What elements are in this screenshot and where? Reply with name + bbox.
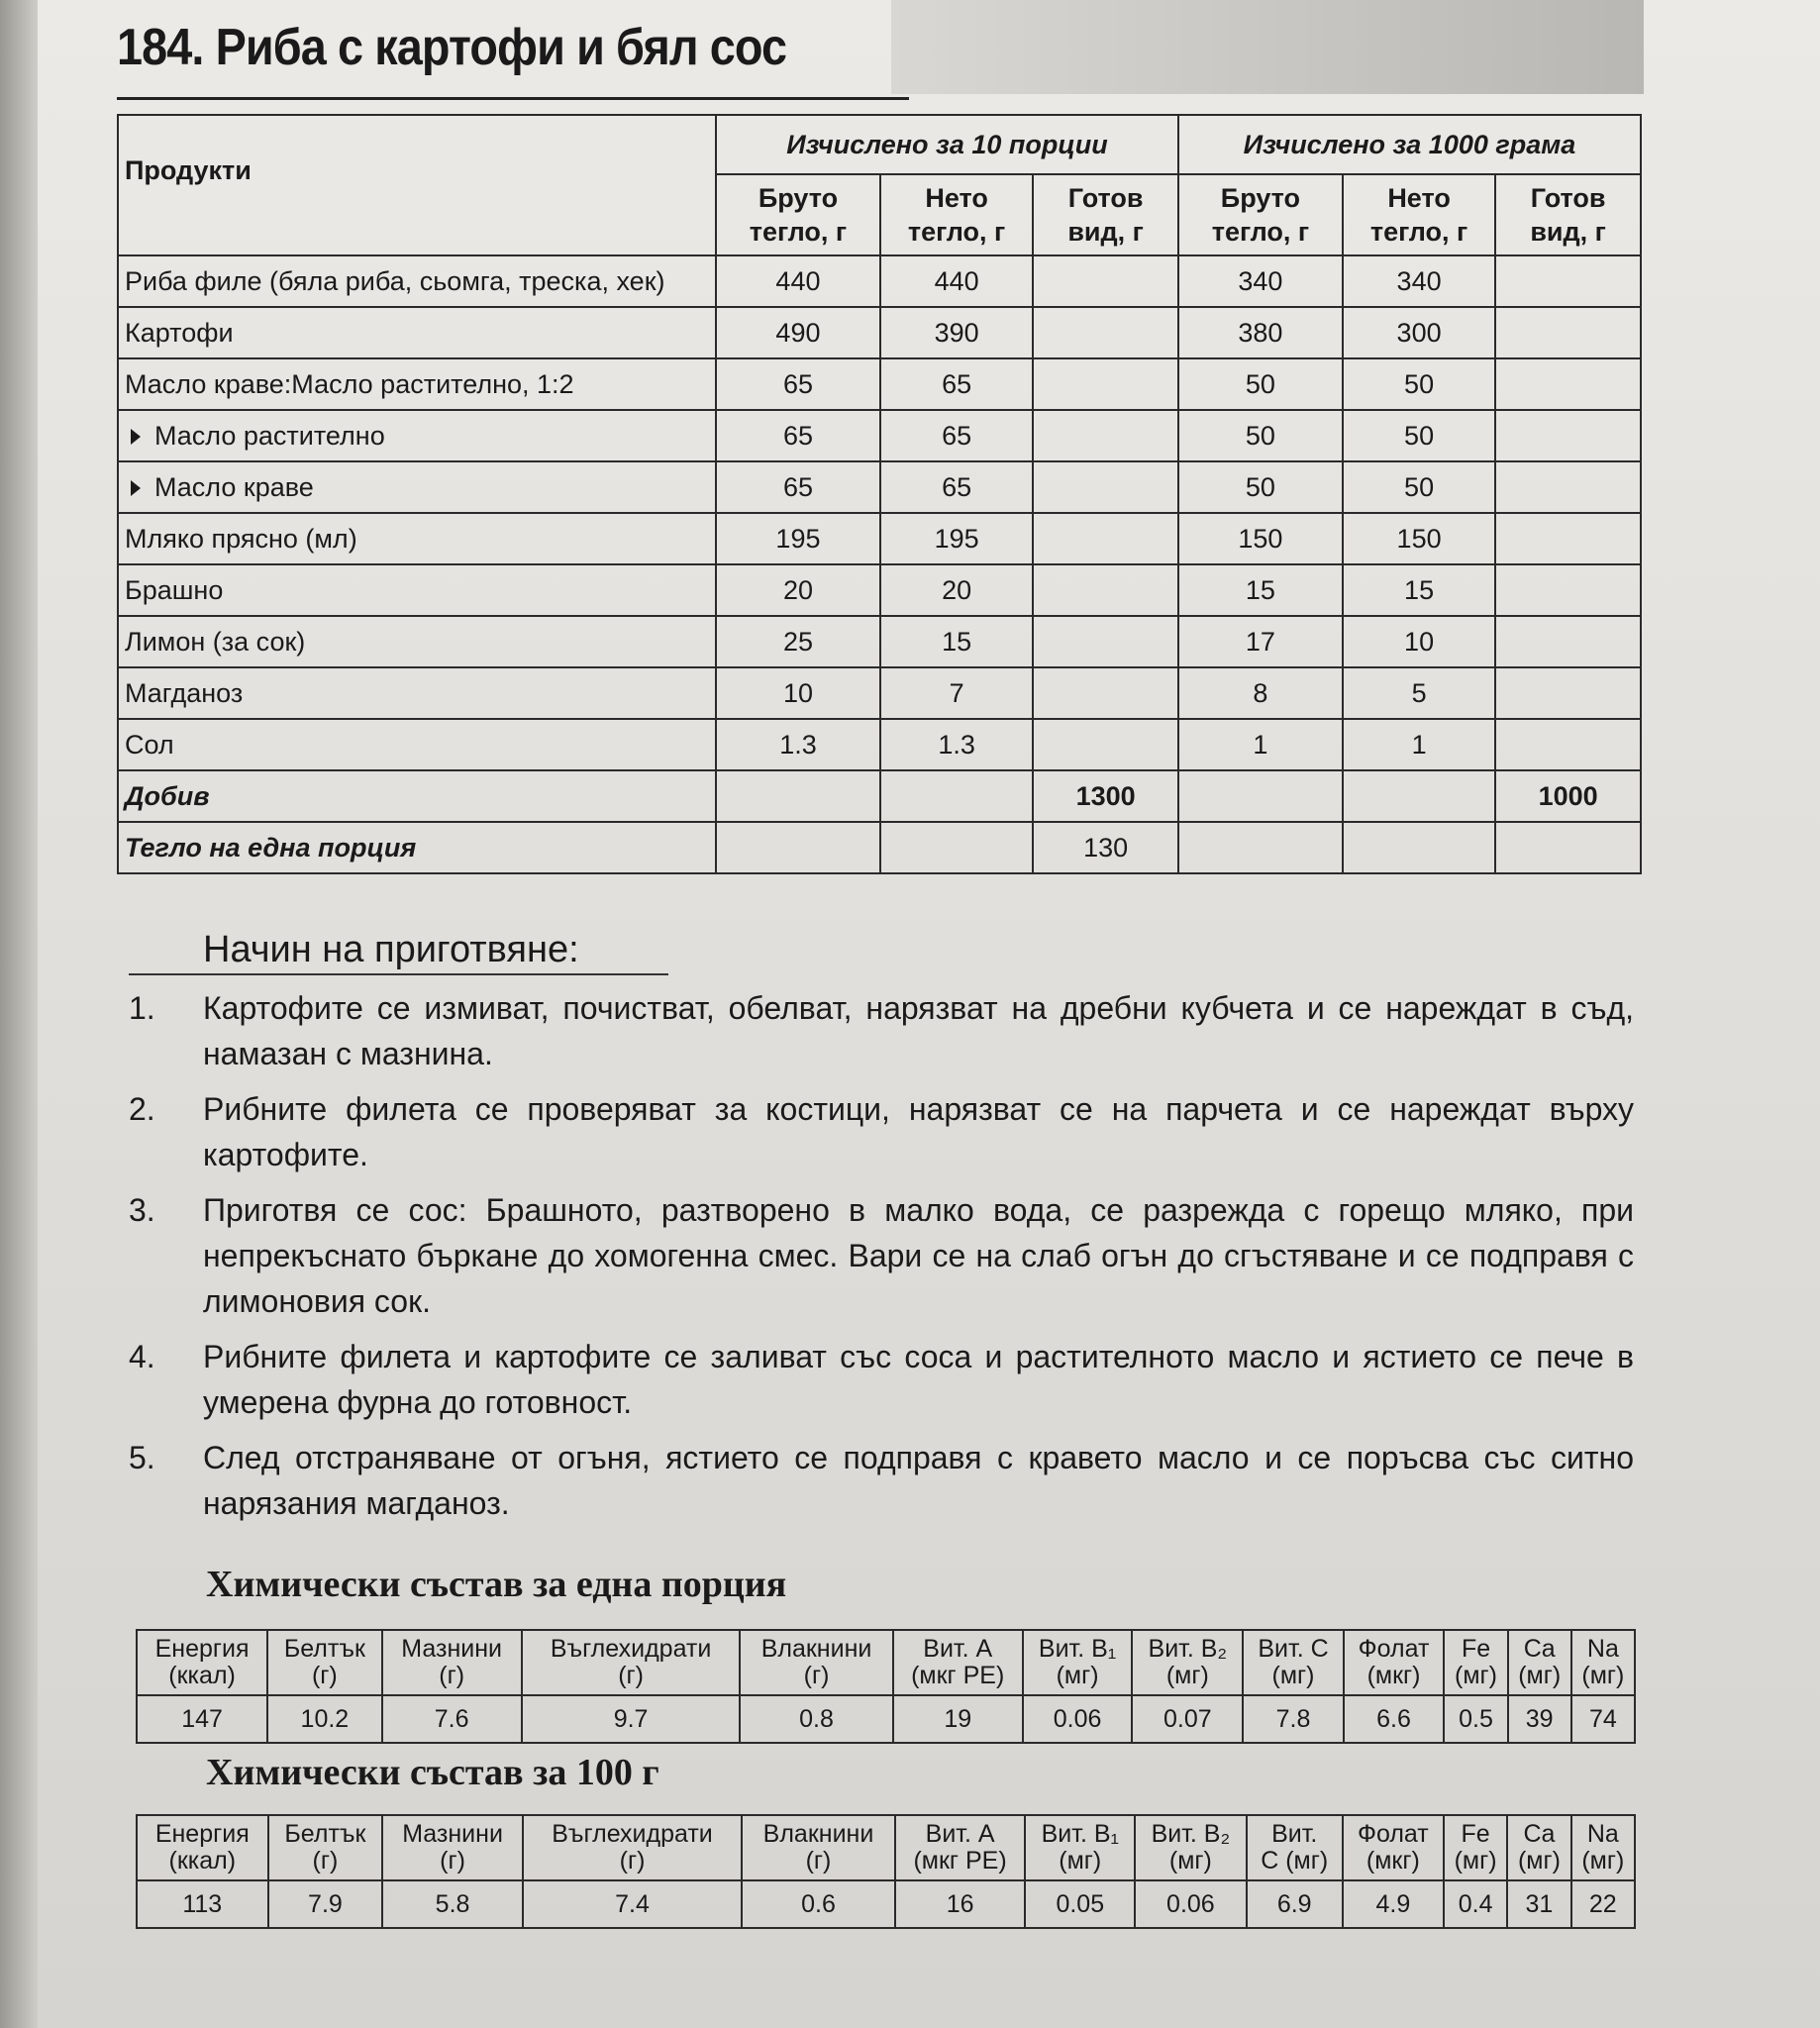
nutrient-name: Na xyxy=(1586,1820,1619,1848)
nutrient-unit: (г) xyxy=(312,1847,339,1875)
cell-value xyxy=(716,822,880,873)
chem-header xyxy=(1444,1815,1507,1880)
step-number: 4. xyxy=(129,1339,155,1374)
cell-value xyxy=(1495,461,1641,513)
step-number: 5. xyxy=(129,1440,155,1475)
nutrient-unit: (мкг РЕ) xyxy=(911,1662,1005,1689)
cell-value xyxy=(1343,822,1495,873)
chem-header xyxy=(1023,1630,1132,1695)
chem-header xyxy=(522,1630,741,1695)
nutrient-unit: (г) xyxy=(803,1662,830,1689)
product-label: Магданоз xyxy=(125,677,244,708)
nutrient-unit: (мг) xyxy=(1059,1847,1102,1875)
nutrient-unit: (мг) xyxy=(1168,1847,1212,1875)
cell-value xyxy=(1495,616,1641,667)
nutrient-unit: (ккал) xyxy=(168,1847,237,1875)
chem-header xyxy=(1343,1815,1444,1880)
nutrient-value: 0.07 xyxy=(1132,1695,1243,1743)
nutrient-value: 0.4 xyxy=(1444,1880,1507,1928)
chem-header xyxy=(523,1815,742,1880)
chem-header-row xyxy=(137,1815,1635,1880)
column-header: Бруто тегло, г xyxy=(1178,174,1343,255)
cell-value xyxy=(1033,307,1178,358)
cell-value: 1000 xyxy=(1495,770,1641,822)
chem-header xyxy=(1243,1630,1343,1695)
cell-value xyxy=(1033,410,1178,461)
product-name xyxy=(118,719,716,770)
nutrient-name: Въглехидрати xyxy=(552,1820,713,1848)
cell-value xyxy=(1033,255,1178,307)
nutrient-name: Fe xyxy=(1461,1635,1491,1663)
nutrient-unit: (мг) xyxy=(1455,1662,1498,1689)
nutrient-name: Fe xyxy=(1461,1820,1490,1848)
product-label: Лимон (за сок) xyxy=(125,626,306,657)
nutrient-unit: (мкг РЕ) xyxy=(913,1847,1007,1875)
group-1000-grams: Изчислено за 1000 грама xyxy=(1178,115,1641,174)
chem-100g-heading: Химически състав за 100 г xyxy=(206,1752,659,1793)
nutrient-name: Влакнини xyxy=(760,1635,872,1663)
cell-value: 17 xyxy=(1178,616,1343,667)
nutrient-name: Влакнини xyxy=(762,1820,874,1848)
nutrient-name: Вит. В₂ xyxy=(1151,1820,1231,1848)
cell-value: 15 xyxy=(880,616,1033,667)
cell-value xyxy=(1033,513,1178,564)
nutrient-unit: (мг) xyxy=(1056,1662,1099,1689)
product-label: Сол xyxy=(125,729,174,760)
product-name xyxy=(118,616,716,667)
products-header: Продукти xyxy=(118,115,716,255)
nutrient-name: Ca xyxy=(1523,1635,1556,1663)
chem-header xyxy=(1507,1815,1570,1880)
cell-value xyxy=(1343,770,1495,822)
nutrient-name: Белтък xyxy=(284,1820,366,1848)
nutrient-unit: (г) xyxy=(619,1847,646,1875)
cell-value xyxy=(1495,513,1641,564)
column-header: Нето тегло, г xyxy=(880,174,1033,255)
nutrient-unit: (ккал) xyxy=(168,1662,236,1689)
product-label: Картофи xyxy=(125,317,234,348)
cell-value: 50 xyxy=(1343,358,1495,410)
chem-header xyxy=(382,1630,522,1695)
nutrient-unit: (мг) xyxy=(1271,1662,1315,1689)
method-step xyxy=(129,1187,1634,1324)
cell-value: 10 xyxy=(716,667,880,719)
chem-header xyxy=(1508,1630,1571,1695)
nutrient-value: 39 xyxy=(1508,1695,1571,1743)
nutrient-unit: (мг) xyxy=(1165,1662,1209,1689)
nutrient-value: 7.4 xyxy=(523,1880,742,1928)
step-text: След отстраняване от огъня, ястието се подправя с кравето масло и се поръсва със ситно нарязания магданоз. xyxy=(203,1440,1634,1521)
nutrient-name: Белтък xyxy=(283,1635,365,1663)
nutrient-name: Въглехидрати xyxy=(550,1635,712,1663)
nutrient-unit: (г) xyxy=(440,1847,465,1875)
nutrient-unit: (мг) xyxy=(1518,1662,1562,1689)
nutrient-value: 74 xyxy=(1571,1695,1635,1743)
nutrient-name: Мазнини xyxy=(402,1820,503,1848)
nutrient-value: 31 xyxy=(1507,1880,1570,1928)
product-name xyxy=(118,513,716,564)
cell-value: 195 xyxy=(716,513,880,564)
nutrient-value: 7.6 xyxy=(382,1695,522,1743)
nutrient-unit: С (мг) xyxy=(1261,1847,1329,1875)
nutrient-unit: (мг) xyxy=(1581,1847,1625,1875)
chem-value-row xyxy=(137,1880,1635,1928)
cell-value: 65 xyxy=(880,461,1033,513)
nutrient-value: 6.6 xyxy=(1344,1695,1445,1743)
nutrient-name: Вит. А xyxy=(923,1635,993,1663)
nutrient-name: Вит. В₁ xyxy=(1038,1635,1117,1663)
nutrient-value: 6.9 xyxy=(1247,1880,1343,1928)
cell-value: 15 xyxy=(1343,564,1495,616)
step-text: Картофите се измиват, почистват, обелват, нарязват на дребни кубчета и се нареждат в съд, намазан с мазнина. xyxy=(203,990,1634,1071)
table-row xyxy=(118,822,1641,873)
product-name xyxy=(118,822,716,873)
chem-header xyxy=(1571,1630,1635,1695)
nutrient-value: 113 xyxy=(137,1880,268,1928)
cell-value xyxy=(1495,822,1641,873)
cell-value: 20 xyxy=(716,564,880,616)
table-row xyxy=(118,461,1641,513)
ingredients-table xyxy=(117,114,1642,874)
cell-value: 8 xyxy=(1178,667,1343,719)
nutrient-name: Мазнини xyxy=(401,1635,502,1663)
chem-header xyxy=(1344,1630,1445,1695)
cell-value: 490 xyxy=(716,307,880,358)
nutrient-name: Фолат xyxy=(1357,1820,1429,1848)
cell-value xyxy=(1178,770,1343,822)
cell-value: 390 xyxy=(880,307,1033,358)
cell-value: 7 xyxy=(880,667,1033,719)
chem-header xyxy=(267,1630,381,1695)
cell-value: 10 xyxy=(1343,616,1495,667)
product-name xyxy=(118,770,716,822)
cell-value: 1 xyxy=(1343,719,1495,770)
recipe-title: 184. Риба с картофи и бял сос xyxy=(117,19,787,76)
nutrient-value: 0.5 xyxy=(1444,1695,1507,1743)
step-text: Приготвя се сос: Брашното, разтворено в малко вода, се разрежда с горещо мляко, при непрекъснато бъркане до хомогенна смес. Вари се на слаб огън до сгъстяване и се подправя с лимоновия сок. xyxy=(203,1192,1634,1319)
nutrient-name: Фолат xyxy=(1358,1635,1430,1663)
triangle-bullet-icon xyxy=(131,429,141,445)
cell-value xyxy=(1495,410,1641,461)
cell-value xyxy=(880,770,1033,822)
nutrient-value: 0.05 xyxy=(1025,1880,1135,1928)
product-name xyxy=(118,358,716,410)
table-row xyxy=(118,770,1641,822)
cell-value xyxy=(1495,719,1641,770)
nutrient-unit: (мг) xyxy=(1517,1847,1561,1875)
column-header: Готов вид, г xyxy=(1033,174,1178,255)
cell-value xyxy=(1178,822,1343,873)
nutrient-unit: (г) xyxy=(618,1662,644,1689)
chem-header xyxy=(893,1630,1023,1695)
cell-value: 380 xyxy=(1178,307,1343,358)
nutrient-value: 22 xyxy=(1571,1880,1635,1928)
cell-value xyxy=(716,770,880,822)
step-number: 2. xyxy=(129,1091,155,1127)
cell-value: 340 xyxy=(1343,255,1495,307)
product-label: Добив xyxy=(125,780,210,811)
nutrient-name: Вит. А xyxy=(925,1820,995,1848)
product-label: Масло краве xyxy=(154,471,314,502)
step-text: Рибните филета се проверяват за костици, нарязват се на парчета и се нареждат върху картофите. xyxy=(203,1091,1634,1172)
cell-value xyxy=(1495,255,1641,307)
cell-value: 65 xyxy=(716,461,880,513)
table-row xyxy=(118,410,1641,461)
step-text: Рибните филета и картофите се заливат със соса и растителното масло и ястието се пече в умерена фурна до готовност. xyxy=(203,1339,1634,1420)
product-label: Брашно xyxy=(125,574,224,605)
cell-value xyxy=(1033,564,1178,616)
cell-value: 300 xyxy=(1343,307,1495,358)
nutrient-unit: (мкг) xyxy=(1365,1847,1420,1875)
chem-header xyxy=(1025,1815,1135,1880)
nutrient-value: 16 xyxy=(895,1880,1026,1928)
nutrient-value: 0.6 xyxy=(742,1880,895,1928)
nutrient-value: 9.7 xyxy=(522,1695,741,1743)
cell-value xyxy=(1033,461,1178,513)
cell-value: 15 xyxy=(1178,564,1343,616)
chem-header xyxy=(137,1815,268,1880)
nutrient-value: 4.9 xyxy=(1343,1880,1444,1928)
chem-header xyxy=(1135,1815,1246,1880)
step-number: 3. xyxy=(129,1192,155,1228)
method-step xyxy=(129,985,1634,1076)
nutrient-unit: (г) xyxy=(439,1662,465,1689)
top-shadow-band xyxy=(891,0,1644,94)
table-row xyxy=(118,616,1641,667)
nutrient-value: 19 xyxy=(893,1695,1023,1743)
cell-value xyxy=(1495,667,1641,719)
table-row xyxy=(118,564,1641,616)
nutrient-name: Енергия xyxy=(154,1635,250,1663)
chem-100g-table xyxy=(136,1814,1636,1929)
cell-value: 5 xyxy=(1343,667,1495,719)
cell-value: 50 xyxy=(1178,358,1343,410)
cell-value xyxy=(1033,667,1178,719)
chem-header xyxy=(1132,1630,1243,1695)
cell-value: 440 xyxy=(880,255,1033,307)
cell-value xyxy=(1033,616,1178,667)
product-label: Масло краве:Масло растително, 1:2 xyxy=(125,368,574,399)
cell-value xyxy=(1495,307,1641,358)
title-underline xyxy=(117,97,909,100)
product-name xyxy=(118,564,716,616)
product-name xyxy=(118,307,716,358)
cell-value xyxy=(880,822,1033,873)
nutrient-value: 7.8 xyxy=(1243,1695,1343,1743)
nutrient-value: 0.8 xyxy=(740,1695,892,1743)
chem-header-row xyxy=(137,1630,1635,1695)
chem-portion-table xyxy=(136,1629,1636,1744)
group-10-portions: Изчислено за 10 порции xyxy=(716,115,1178,174)
product-name xyxy=(118,410,716,461)
cell-value: 50 xyxy=(1178,461,1343,513)
column-header: Бруто тегло, г xyxy=(716,174,880,255)
chem-header xyxy=(742,1815,895,1880)
nutrient-name: Na xyxy=(1586,1635,1619,1663)
cell-value: 150 xyxy=(1343,513,1495,564)
cell-value: 20 xyxy=(880,564,1033,616)
column-header: Нето тегло, г xyxy=(1343,174,1495,255)
cell-value: 1300 xyxy=(1033,770,1178,822)
cell-value xyxy=(1495,358,1641,410)
method-steps xyxy=(129,985,1634,1536)
cell-value: 65 xyxy=(716,358,880,410)
chem-header xyxy=(382,1815,523,1880)
chem-header xyxy=(1571,1815,1635,1880)
product-name xyxy=(118,461,716,513)
product-name xyxy=(118,667,716,719)
product-label: Риба филе (бяла риба, сьомга, треска, хек) xyxy=(125,265,665,296)
column-header: Готов вид, г xyxy=(1495,174,1641,255)
table-row xyxy=(118,307,1641,358)
cell-value: 50 xyxy=(1178,410,1343,461)
nutrient-value: 0.06 xyxy=(1135,1880,1246,1928)
nutrient-value: 7.9 xyxy=(268,1880,383,1928)
cell-value: 1 xyxy=(1178,719,1343,770)
table-row xyxy=(118,667,1641,719)
table-row xyxy=(118,513,1641,564)
step-number: 1. xyxy=(129,990,155,1026)
cell-value: 130 xyxy=(1033,822,1178,873)
nutrient-name: Вит. xyxy=(1271,1820,1318,1848)
nutrient-name: Вит. С xyxy=(1258,1635,1329,1663)
cell-value xyxy=(1033,358,1178,410)
cell-value: 25 xyxy=(716,616,880,667)
method-step xyxy=(129,1086,1634,1177)
method-underline xyxy=(129,973,668,975)
chem-header xyxy=(1247,1815,1343,1880)
chem-header xyxy=(137,1630,267,1695)
cell-value: 50 xyxy=(1343,461,1495,513)
method-step xyxy=(129,1334,1634,1425)
nutrient-value: 5.8 xyxy=(382,1880,523,1928)
method-heading: Начин на приготвяне: xyxy=(203,929,579,970)
cell-value: 440 xyxy=(716,255,880,307)
chem-header xyxy=(1444,1630,1507,1695)
product-label: Мляко прясно (мл) xyxy=(125,523,357,554)
nutrient-value: 0.06 xyxy=(1023,1695,1132,1743)
chem-header xyxy=(895,1815,1026,1880)
cell-value: 65 xyxy=(716,410,880,461)
table-row xyxy=(118,719,1641,770)
product-label: Тегло на една порция xyxy=(125,832,417,862)
nutrient-unit: (мг) xyxy=(1454,1847,1497,1875)
chem-header xyxy=(268,1815,383,1880)
nutrient-name: Вит. В₁ xyxy=(1041,1820,1119,1848)
table-row xyxy=(118,255,1641,307)
chem-value-row xyxy=(137,1695,1635,1743)
chem-header xyxy=(740,1630,892,1695)
nutrient-name: Ca xyxy=(1523,1820,1556,1848)
nutrient-unit: (мг) xyxy=(1581,1662,1625,1689)
nutrient-value: 147 xyxy=(137,1695,267,1743)
triangle-bullet-icon xyxy=(131,480,141,496)
cell-value: 65 xyxy=(880,358,1033,410)
nutrient-unit: (г) xyxy=(311,1662,338,1689)
product-name xyxy=(118,255,716,307)
nutrient-name: Енергия xyxy=(154,1820,250,1848)
method-step xyxy=(129,1435,1634,1526)
page-edge-shadow xyxy=(0,0,38,2028)
chem-portion-heading: Химически състав за една порция xyxy=(206,1564,787,1605)
cell-value xyxy=(1033,719,1178,770)
cell-value: 340 xyxy=(1178,255,1343,307)
cell-value: 50 xyxy=(1343,410,1495,461)
product-label: Масло растително xyxy=(154,420,385,451)
nutrient-unit: (мкг) xyxy=(1366,1662,1421,1689)
cell-value: 150 xyxy=(1178,513,1343,564)
cell-value xyxy=(1495,564,1641,616)
nutrient-value: 10.2 xyxy=(267,1695,381,1743)
table-row xyxy=(118,358,1641,410)
cell-value: 1.3 xyxy=(716,719,880,770)
cell-value: 65 xyxy=(880,410,1033,461)
cell-value: 1.3 xyxy=(880,719,1033,770)
cell-value: 195 xyxy=(880,513,1033,564)
nutrient-unit: (г) xyxy=(805,1847,832,1875)
nutrient-name: Вит. В₂ xyxy=(1148,1635,1228,1663)
